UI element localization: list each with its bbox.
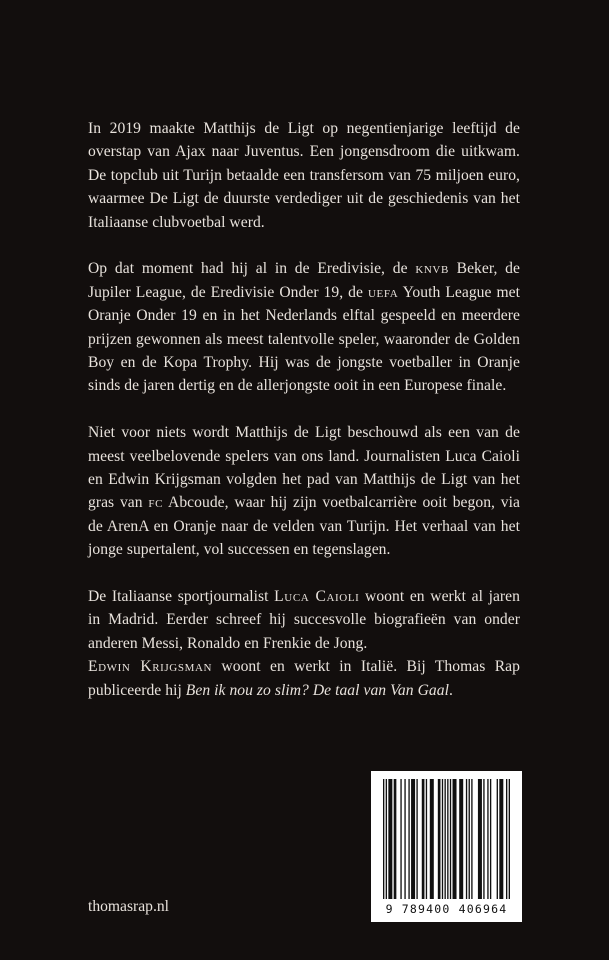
barcode-bar-23 xyxy=(483,779,484,899)
barcode-bar-8 xyxy=(416,779,417,899)
barcode-bar-26 xyxy=(497,779,498,899)
barcode-bar-24 xyxy=(487,779,488,899)
uefa-abbrev: uefa xyxy=(367,283,399,301)
barcode-bar-1 xyxy=(386,779,387,899)
barcode-bar-9 xyxy=(422,779,425,899)
barcode-bar-16 xyxy=(450,779,451,899)
paragraph-journey: Niet voor niets wordt Matthijs de Ligt beschouwd als een van de meest veelbelovende spelers van ons land. Journalisten Luca Caioli en Edwin Krijgsman volgden het pad van Matthijs de Ligt van het gras van fc Abcoude, waar hij zijn voetbalcarrière ooit begon, via de ArenA en Oranje naar de velden van Turijn. Het verhaal van het jonge supertalent, vol successen en tegenslagen. xyxy=(88,424,520,559)
isbn-barcode xyxy=(371,771,522,922)
barcode-bar-19 xyxy=(466,779,467,899)
barcode-bar-3 xyxy=(394,779,397,899)
barcode-bar-29 xyxy=(509,779,510,899)
blurb-text xyxy=(88,117,520,702)
barcode-bar-14 xyxy=(444,779,445,899)
barcode-bar-25 xyxy=(490,779,491,899)
barcode-bar-12 xyxy=(438,779,441,899)
barcode-bars xyxy=(371,771,522,922)
knvb-abbrev: knvb xyxy=(415,260,449,278)
barcode-bar-18 xyxy=(459,779,463,899)
barcode-bar-21 xyxy=(471,779,472,899)
barcode-bar-4 xyxy=(400,779,401,899)
author-name-caioli: Luca Caioli xyxy=(274,588,360,606)
fc-abbrev: fc xyxy=(148,494,164,512)
barcode-bar-15 xyxy=(447,779,448,899)
book-title: Ben ik nou zo slim? De taal van Van Gaal xyxy=(185,681,449,699)
barcode-bar-27 xyxy=(499,779,503,899)
paragraph-achievements: Op dat moment had hij al in de Eredivisie, de knvb Beker, de Jupiler League, de Eredivisie Onder 19, de uefa Youth League met Oranje Onder 19 en in het Nederlands elftal gespeeld en meerdere prijzen gewonnen als meest talentvolle speler, waaronder de Golden Boy en de Kopa Trophy. Hij was de jongste voetballer in Oranje sinds de jaren dertig en de allerjongste ooit in een Europese finale. xyxy=(88,260,521,395)
barcode-bar-22 xyxy=(478,779,482,899)
paragraph-transfer: In 2019 maakte Matthijs de Ligt op negentienjarige leeftijd de overstap van Ajax naar Juventus. Een jongensdroom die uitkwam. De topclub uit Turijn betaalde een transfersom van 75 miljoen euro, waarmee De Ligt de duurste verdediger uit de geschiedenis van het Italiaanse clubvoetbal werd. xyxy=(88,120,520,231)
barcode-bar-0 xyxy=(383,779,384,899)
barcode-bar-17 xyxy=(453,779,457,899)
isbn-number: 9 789400 406964 xyxy=(385,902,508,916)
author-name-krijgsman: Edwin Krijgsman xyxy=(88,658,213,676)
paragraph-author-caioli: De Italiaanse sportjournalist Luca Caioli woont en werkt al jaren in Madrid. Eerder schreef hij succesvolle biografieën van onder anderen Messi, Ronaldo en Frenkie de Jong. xyxy=(88,588,520,652)
barcode-bar-5 xyxy=(404,779,405,899)
barcode-bar-28 xyxy=(506,779,507,899)
barcode-bar-11 xyxy=(430,779,434,899)
paragraph-author-krijgsman: Edwin Krijgsman woont en werkt in Italië. Bij Thomas Rap publiceerde hij Ben ik nou zo slim? De taal van Van Gaal. xyxy=(88,658,520,699)
barcode-bar-10 xyxy=(426,779,427,899)
publisher-website[interactable]: thomasrap.nl xyxy=(88,898,169,915)
barcode-bar-13 xyxy=(442,779,443,899)
barcode-bar-2 xyxy=(388,779,392,899)
barcode-bar-6 xyxy=(408,779,409,899)
barcode-bar-20 xyxy=(469,779,470,899)
barcode-bar-7 xyxy=(411,779,415,899)
